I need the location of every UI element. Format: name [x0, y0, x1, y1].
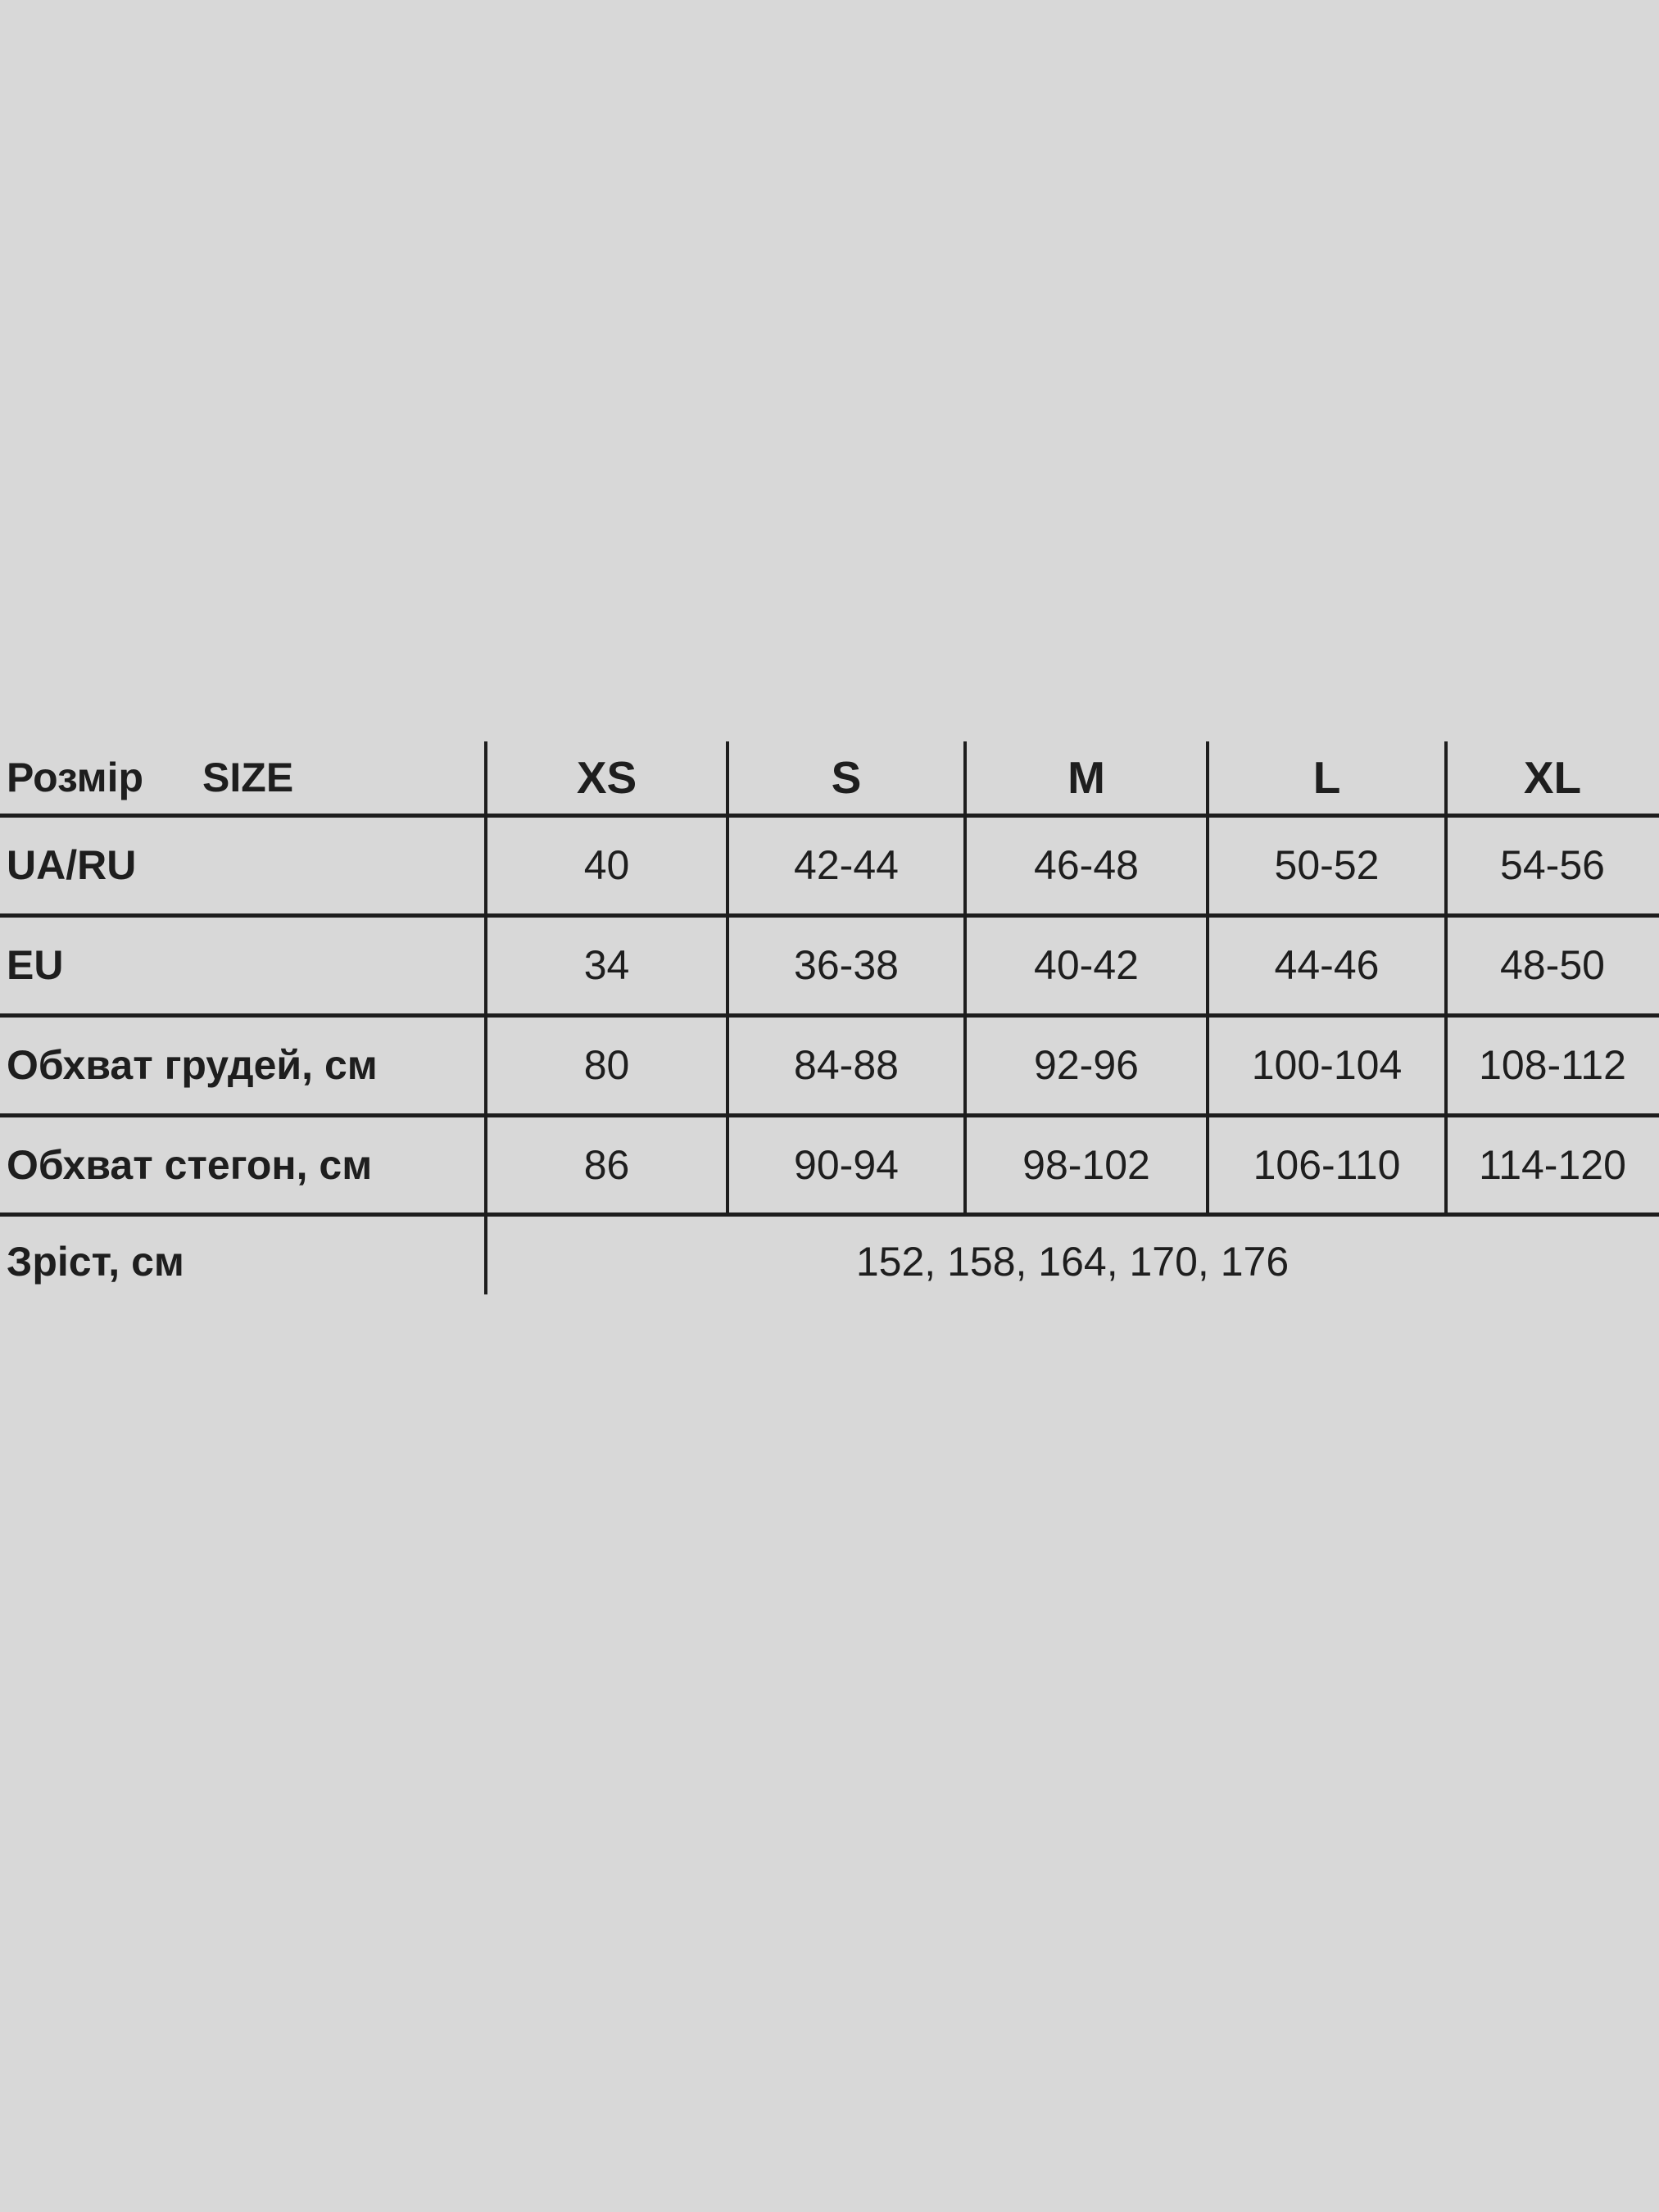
table-cell: 50-52 — [1274, 842, 1380, 888]
table-cell: 54-56 — [1500, 842, 1605, 888]
column-header-xl: XL — [1523, 752, 1582, 803]
table-cell: 42-44 — [794, 842, 899, 888]
row-label-chest: Обхват грудей, см — [7, 1042, 378, 1088]
table-cell: 84-88 — [794, 1042, 899, 1088]
table-cell: 100-104 — [1251, 1042, 1403, 1088]
table-cell: 80 — [583, 1042, 630, 1088]
table-cell: 48-50 — [1500, 942, 1605, 988]
table-cell: 98-102 — [1022, 1141, 1150, 1188]
header-row-label-cell — [0, 740, 492, 815]
table-cell: 40-42 — [1034, 942, 1139, 988]
column-header-l: L — [1312, 752, 1341, 803]
height-values-merged-cell: 152, 158, 164, 170, 176 — [855, 1239, 1290, 1285]
column-header-m: M — [1067, 752, 1105, 803]
table-cell: 114-120 — [1479, 1141, 1626, 1188]
table-cell: 86 — [583, 1141, 630, 1188]
row-label-ua-ru: UA/RU — [7, 842, 137, 888]
column-header-xs: XS — [576, 752, 637, 803]
row-label-eu: EU — [7, 942, 64, 988]
table-cell: 106-110 — [1253, 1141, 1401, 1188]
size-label-en: SIZE — [202, 755, 294, 800]
row-label-hips: Обхват стегон, см — [7, 1141, 373, 1188]
table-cell: 36-38 — [794, 942, 899, 988]
table-cell: 90-94 — [794, 1141, 899, 1188]
size-label-uk: Розмір — [7, 755, 144, 800]
row-label-height: Зріст, см — [7, 1239, 184, 1285]
table-cell: 92-96 — [1034, 1042, 1139, 1088]
table-cell: 46-48 — [1034, 842, 1139, 888]
column-header-s: S — [831, 752, 862, 803]
table-cell: 34 — [583, 942, 630, 988]
table-cell: 40 — [583, 842, 630, 888]
table-cell: 44-46 — [1274, 942, 1380, 988]
table-cell: 108-112 — [1479, 1042, 1626, 1088]
